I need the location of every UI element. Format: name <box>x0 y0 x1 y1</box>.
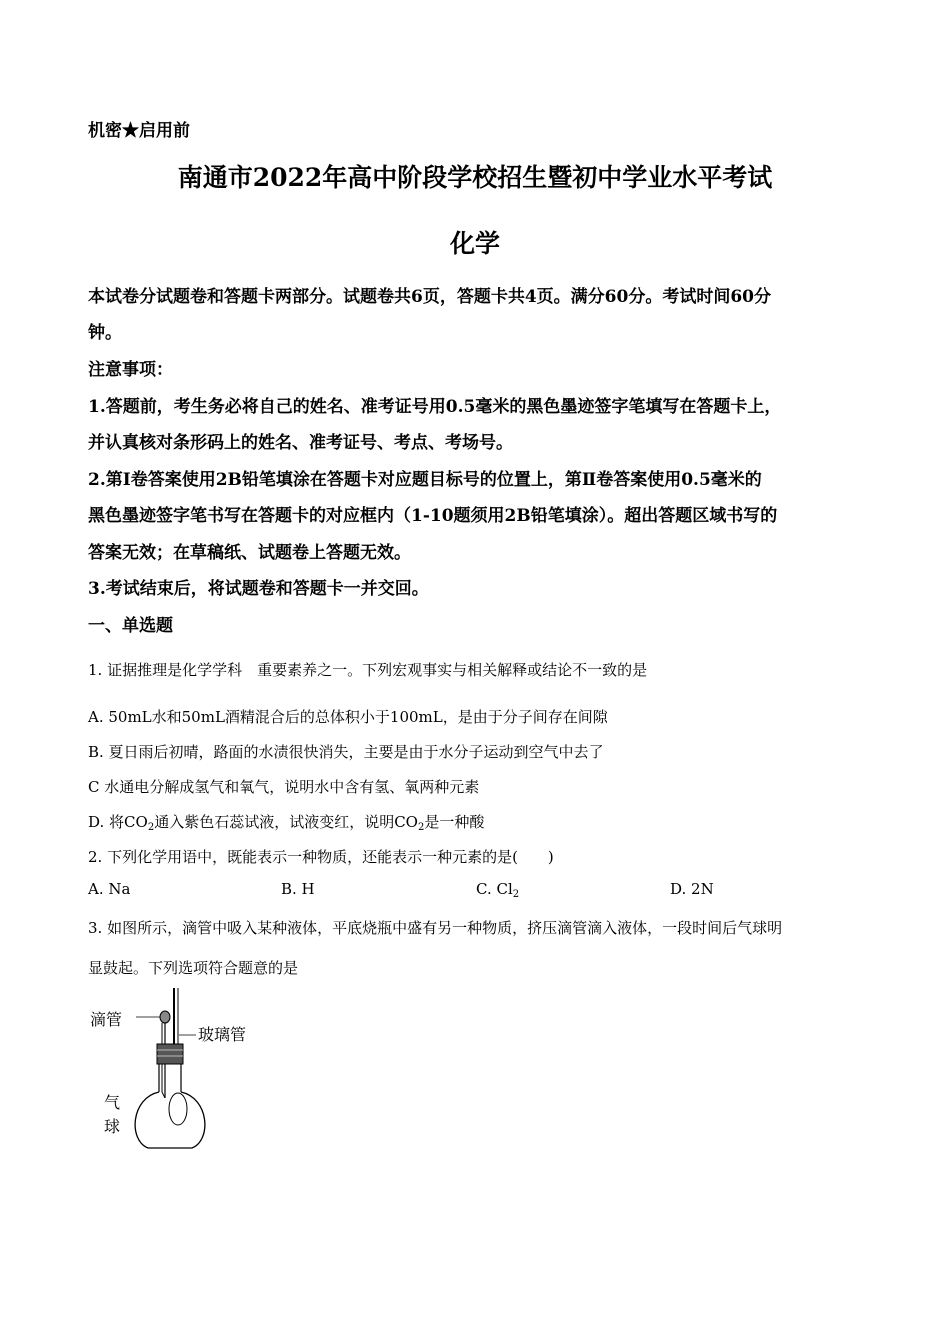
label-glass-tube: 玻璃管 <box>198 1025 247 1044</box>
q1-option-d-sub2: 2 <box>417 822 425 833</box>
q1-option-a: A. 50mL水和50mL酒精混合后的总体积小于100mL，是由于分子间存在间隙 <box>88 708 608 726</box>
exam-title: 南通市2022年高中阶段学校招生暨初中学业水平考试 <box>177 163 773 192</box>
q1-option-d-mid: 通入紫色石蕊试液，试液变红，说明CO <box>154 813 418 831</box>
balloon <box>169 1093 187 1125</box>
q1-option-c: C 水通电分解成氢气和氧气，说明水中含有氢、氧两种元素 <box>88 778 480 796</box>
label-dropper: 滴管 <box>90 1010 123 1029</box>
notes-heading: 注意事项： <box>88 360 173 380</box>
note-2-line-3: 答案无效；在草稿纸、试题卷上答题无效。 <box>88 543 411 563</box>
note-2-line-1: 2.第Ⅰ卷答案使用2B铅笔填涂在答题卡对应题目标号的位置上，第Ⅱ卷答案使用0.5毫米的 <box>88 470 762 490</box>
q2-option-d: D. 2N <box>670 880 714 898</box>
q1-option-d-post: 是一种酸 <box>424 813 485 831</box>
intro-line-1: 本试卷分试题卷和答题卡两部分。试题卷共6页，答题卡共4页。满分60分。考试时间60分 <box>88 287 771 307</box>
section-heading: 一、单选题 <box>88 616 173 636</box>
q2-option-c-pre: C. Cl <box>476 880 513 898</box>
q1-option-d-sub1: 2 <box>147 822 155 833</box>
note-3: 3.考试结束后，将试题卷和答题卡一并交回。 <box>88 579 429 599</box>
note-2-line-2: 黑色墨迹签字笔书写在答题卡的对应框内（1-10题须用2B铅笔填涂）。超出答题区域书写的 <box>88 506 778 526</box>
rubber-stopper <box>157 1044 183 1064</box>
q2-stem: 2. 下列化学用语中，既能表示一种物质，还能表示一种元素的是( ) <box>88 848 554 866</box>
intro-line-2: 钟。 <box>88 323 122 343</box>
q3-stem-line-2: 显鼓起。下列选项符合题意的是 <box>88 959 299 977</box>
q1-option-d-pre: D. 将CO <box>88 813 148 831</box>
q1-option-b: B. 夏日雨后初晴，路面的水渍很快消失，主要是由于水分子运动到空气中去了 <box>88 743 604 761</box>
dropper-bulb <box>160 1011 170 1023</box>
q2-option-b: B. H <box>281 880 315 898</box>
note-1-line-2: 并认真核对条形码上的姓名、准考证号、考点、考场号。 <box>88 433 513 453</box>
q2-option-a: A. Na <box>88 880 131 898</box>
q2-option-c <box>476 880 519 900</box>
q2-option-c-sub: 2 <box>512 889 520 900</box>
flask-apparatus-figure <box>86 980 276 1160</box>
q1-option-d <box>88 811 484 833</box>
confidential-label: 机密★启用前 <box>88 121 190 141</box>
q3-stem-line-1: 3. 如图所示，滴管中吸入某种液体，平底烧瓶中盛有另一种物质，挤压滴管滴入液体，一段时间后气球明 <box>88 919 783 937</box>
label-balloon-1: 气 <box>104 1093 121 1112</box>
note-1-line-1: 1.答题前，考生务必将自己的姓名、准考证号用0.5毫米的黑色墨迹签字笔填写在答题卡上， <box>88 397 782 417</box>
subject-title: 化学 <box>449 229 500 258</box>
label-balloon-2: 球 <box>104 1117 121 1136</box>
q1-stem: 1. 证据推理是化学学科 重要素养之一。下列宏观事实与相关解释或结论不一致的是 <box>88 661 648 679</box>
